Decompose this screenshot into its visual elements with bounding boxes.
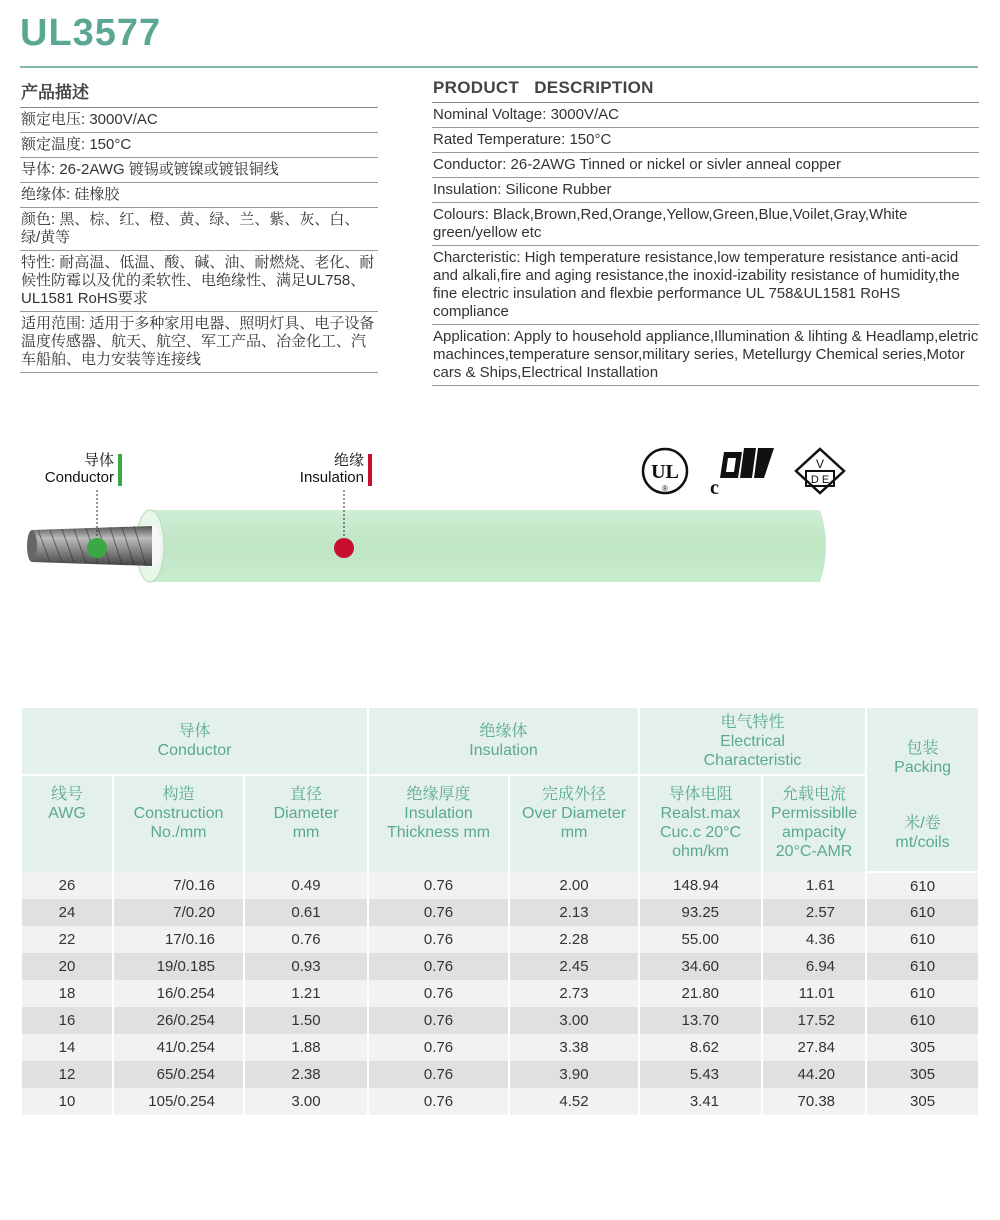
cur-recognized-icon <box>708 444 780 501</box>
packing-group-label: 包装 Packing <box>894 740 951 776</box>
cell-construction: 105/0.254 <box>113 1088 244 1115</box>
table-row <box>21 953 979 980</box>
cell-over-diameter: 2.28 <box>509 926 639 953</box>
description-en-row: Insulation: Silicone Rubber <box>432 178 979 203</box>
description-cn-row: 导体: 26-2AWG 镀锡或镀镍或镀银铜线 <box>20 158 378 183</box>
cell-over-diameter: 2.73 <box>509 980 639 1007</box>
title-divider <box>20 66 978 68</box>
table-row <box>21 926 979 953</box>
table-row <box>21 1034 979 1061</box>
description-cn-row: 颜色: 黑、棕、红、橙、黄、绿、兰、紫、灰、白、绿/黄等 <box>20 208 378 251</box>
conductor-label-en: Conductor <box>44 469 114 486</box>
cell-packing: 610 <box>866 926 979 953</box>
cell-construction: 26/0.254 <box>113 1007 244 1034</box>
description-cn <box>20 74 378 373</box>
cell-packing: 610 <box>866 953 979 980</box>
cell-resistance: 13.70 <box>639 1007 762 1034</box>
table-row <box>21 1088 979 1115</box>
description-en-row: Colours: Black,Brown,Red,Orange,Yellow,Green,Blue,Voilet,Gray,White green/yellow etc <box>432 203 979 246</box>
ul-listed-icon <box>640 446 690 501</box>
column-header-packing: 米/卷 mt/coils <box>895 815 950 851</box>
cell-resistance: 3.41 <box>639 1088 762 1115</box>
cell-ampacity: 4.36 <box>762 926 866 953</box>
cell-resistance: 55.00 <box>639 926 762 953</box>
conductor-end <box>27 530 37 562</box>
cell-ampacity: 1.61 <box>762 872 866 899</box>
spec-table <box>20 708 980 1115</box>
cell-diameter: 0.93 <box>244 953 368 980</box>
cell-packing: 610 <box>866 980 979 1007</box>
column-header-awg: 线号 AWG <box>21 775 113 872</box>
cell-insulation-thickness: 0.76 <box>368 1034 509 1061</box>
cell-packing: 305 <box>866 1061 979 1088</box>
description-en-row: Conductor: 26-2AWG Tinned or nickel or sivler anneal copper <box>432 153 979 178</box>
description-cn-row: 特性: 耐高温、低温、酸、碱、油、耐燃烧、老化、耐候性防霉以及优的柔软性、电绝缘性、满足UL758、UL1581 RoHS要求 <box>20 251 378 312</box>
cell-ampacity: 27.84 <box>762 1034 866 1061</box>
cell-resistance: 21.80 <box>639 980 762 1007</box>
cell-insulation-thickness: 0.76 <box>368 1061 509 1088</box>
cell-diameter: 1.88 <box>244 1034 368 1061</box>
column-header-ampacity: 允载电流 Permissiblle ampacity 20°C-AMR <box>762 775 866 872</box>
ul-mark-text: UL <box>651 461 679 483</box>
cell-packing: 610 <box>866 899 979 926</box>
ul-registered-mark: ® <box>662 484 668 493</box>
cell-packing: 305 <box>866 1034 979 1061</box>
cell-construction: 17/0.16 <box>113 926 244 953</box>
insulation-dot <box>334 538 354 558</box>
description-cn-row: 额定电压: 3000V/AC <box>20 108 378 133</box>
cell-awg: 18 <box>21 980 113 1007</box>
conductor-label-cn: 导体 <box>83 452 114 469</box>
cell-resistance: 34.60 <box>639 953 762 980</box>
description-cn-row: 绝缘体: 硅橡胶 <box>20 183 378 208</box>
vde-v-mark: V <box>815 457 825 471</box>
cable-diagram <box>20 430 980 630</box>
cell-awg: 20 <box>21 953 113 980</box>
cell-resistance: 5.43 <box>639 1061 762 1088</box>
cell-insulation-thickness: 0.76 <box>368 899 509 926</box>
group-insulation: 绝缘体 Insulation <box>368 708 639 775</box>
cell-awg: 12 <box>21 1061 113 1088</box>
cell-over-diameter: 2.45 <box>509 953 639 980</box>
column-header-resistance: 导体电阻 Realst.max Cuc.c 20°C ohm/km <box>639 775 762 872</box>
description-en-row: Rated Temperature: 150°C <box>432 128 979 153</box>
table-row <box>21 899 979 926</box>
cell-over-diameter: 3.90 <box>509 1061 639 1088</box>
cell-over-diameter: 2.00 <box>509 872 639 899</box>
insulation-label-cn: 绝缘 <box>333 452 364 469</box>
cell-insulation-thickness: 0.76 <box>368 980 509 1007</box>
cell-ampacity: 11.01 <box>762 980 866 1007</box>
cell-over-diameter: 3.38 <box>509 1034 639 1061</box>
description-cn-row: 额定温度: 150°C <box>20 133 378 158</box>
cell-packing: 610 <box>866 1007 979 1034</box>
description-en <box>432 74 979 386</box>
column-header-over-diameter: 完成外径 Over Diameter mm <box>509 775 639 872</box>
cell-insulation-thickness: 0.76 <box>368 953 509 980</box>
cell-diameter: 2.38 <box>244 1061 368 1088</box>
cell-packing: 305 <box>866 1088 979 1115</box>
column-header-diameter: 直径 Diameter mm <box>244 775 368 872</box>
cell-awg: 26 <box>21 872 113 899</box>
group-packing <box>866 708 979 872</box>
cell-insulation-thickness: 0.76 <box>368 926 509 953</box>
cell-construction: 7/0.16 <box>113 872 244 899</box>
description-en-row: Application: Apply to household appliance,Illumination & lihting & Headlamp,eletric machinces,temperature sensor,military series, Metellurgy Chemical series,Motor cars & Ships,Electrical Installation <box>432 325 979 386</box>
cell-diameter: 1.21 <box>244 980 368 1007</box>
cell-over-diameter: 3.00 <box>509 1007 639 1034</box>
cell-resistance: 93.25 <box>639 899 762 926</box>
cell-insulation-thickness: 0.76 <box>368 1007 509 1034</box>
cell-insulation-thickness: 0.76 <box>368 872 509 899</box>
cur-c-mark: c <box>710 477 719 496</box>
description-cn-row: 适用范围: 适用于多种家用电器、照明灯具、电子设备温度传感器、航天、航空、军工产品、冶金化工、汽车船舶、电力安装等连接线 <box>20 312 378 373</box>
cell-awg: 10 <box>21 1088 113 1115</box>
table-row <box>21 980 979 1007</box>
table-row <box>21 872 979 899</box>
column-header-construction: 构造 Construction No./mm <box>113 775 244 872</box>
cell-ampacity: 2.57 <box>762 899 866 926</box>
cell-construction: 19/0.185 <box>113 953 244 980</box>
group-conductor: 导体 Conductor <box>21 708 368 775</box>
cell-ampacity: 70.38 <box>762 1088 866 1115</box>
cell-diameter: 0.49 <box>244 872 368 899</box>
cell-insulation-thickness: 0.76 <box>368 1088 509 1115</box>
table-row <box>21 1007 979 1034</box>
conductor-dot <box>87 538 107 558</box>
cell-diameter: 0.61 <box>244 899 368 926</box>
table-row <box>21 1061 979 1088</box>
description-en-heading: PRODUCT DESCRIPTION <box>432 74 979 103</box>
insulation-label-en: Insulation <box>299 469 364 486</box>
description-en-row: Nominal Voltage: 3000V/AC <box>432 103 979 128</box>
cell-awg: 16 <box>21 1007 113 1034</box>
cell-over-diameter: 2.13 <box>509 899 639 926</box>
cell-resistance: 8.62 <box>639 1034 762 1061</box>
cell-construction: 16/0.254 <box>113 980 244 1007</box>
cell-over-diameter: 4.52 <box>509 1088 639 1115</box>
insulation-jacket <box>150 510 826 582</box>
cell-ampacity: 6.94 <box>762 953 866 980</box>
cell-awg: 24 <box>21 899 113 926</box>
cell-packing: 610 <box>866 872 979 899</box>
cell-construction: 65/0.254 <box>113 1061 244 1088</box>
cell-diameter: 1.50 <box>244 1007 368 1034</box>
cell-construction: 7/0.20 <box>113 899 244 926</box>
cell-diameter: 0.76 <box>244 926 368 953</box>
description-cn-heading: 产品描述 <box>20 74 378 108</box>
cell-awg: 22 <box>21 926 113 953</box>
group-electrical: 电气特性 Electrical Characteristic <box>639 708 866 775</box>
page-title: UL3577 <box>20 12 162 54</box>
description-en-row: Charcteristic: High temperature resistance,low temperature resistance anti-acid and alkali,fire and aging resistance,the inoxid-izability resistance of humidity,the fine electric insulation and flexbie performance UL 758&UL1581 RoHS compliance <box>432 246 979 325</box>
cell-awg: 14 <box>21 1034 113 1061</box>
cell-ampacity: 44.20 <box>762 1061 866 1088</box>
cell-construction: 41/0.254 <box>113 1034 244 1061</box>
column-header-insulation-thickness: 绝缘厚度 Insulation Thickness mm <box>368 775 509 872</box>
cell-diameter: 3.00 <box>244 1088 368 1115</box>
vde-icon <box>792 446 848 501</box>
cell-resistance: 148.94 <box>639 872 762 899</box>
cell-ampacity: 17.52 <box>762 1007 866 1034</box>
vde-de-mark: D E <box>810 474 830 486</box>
